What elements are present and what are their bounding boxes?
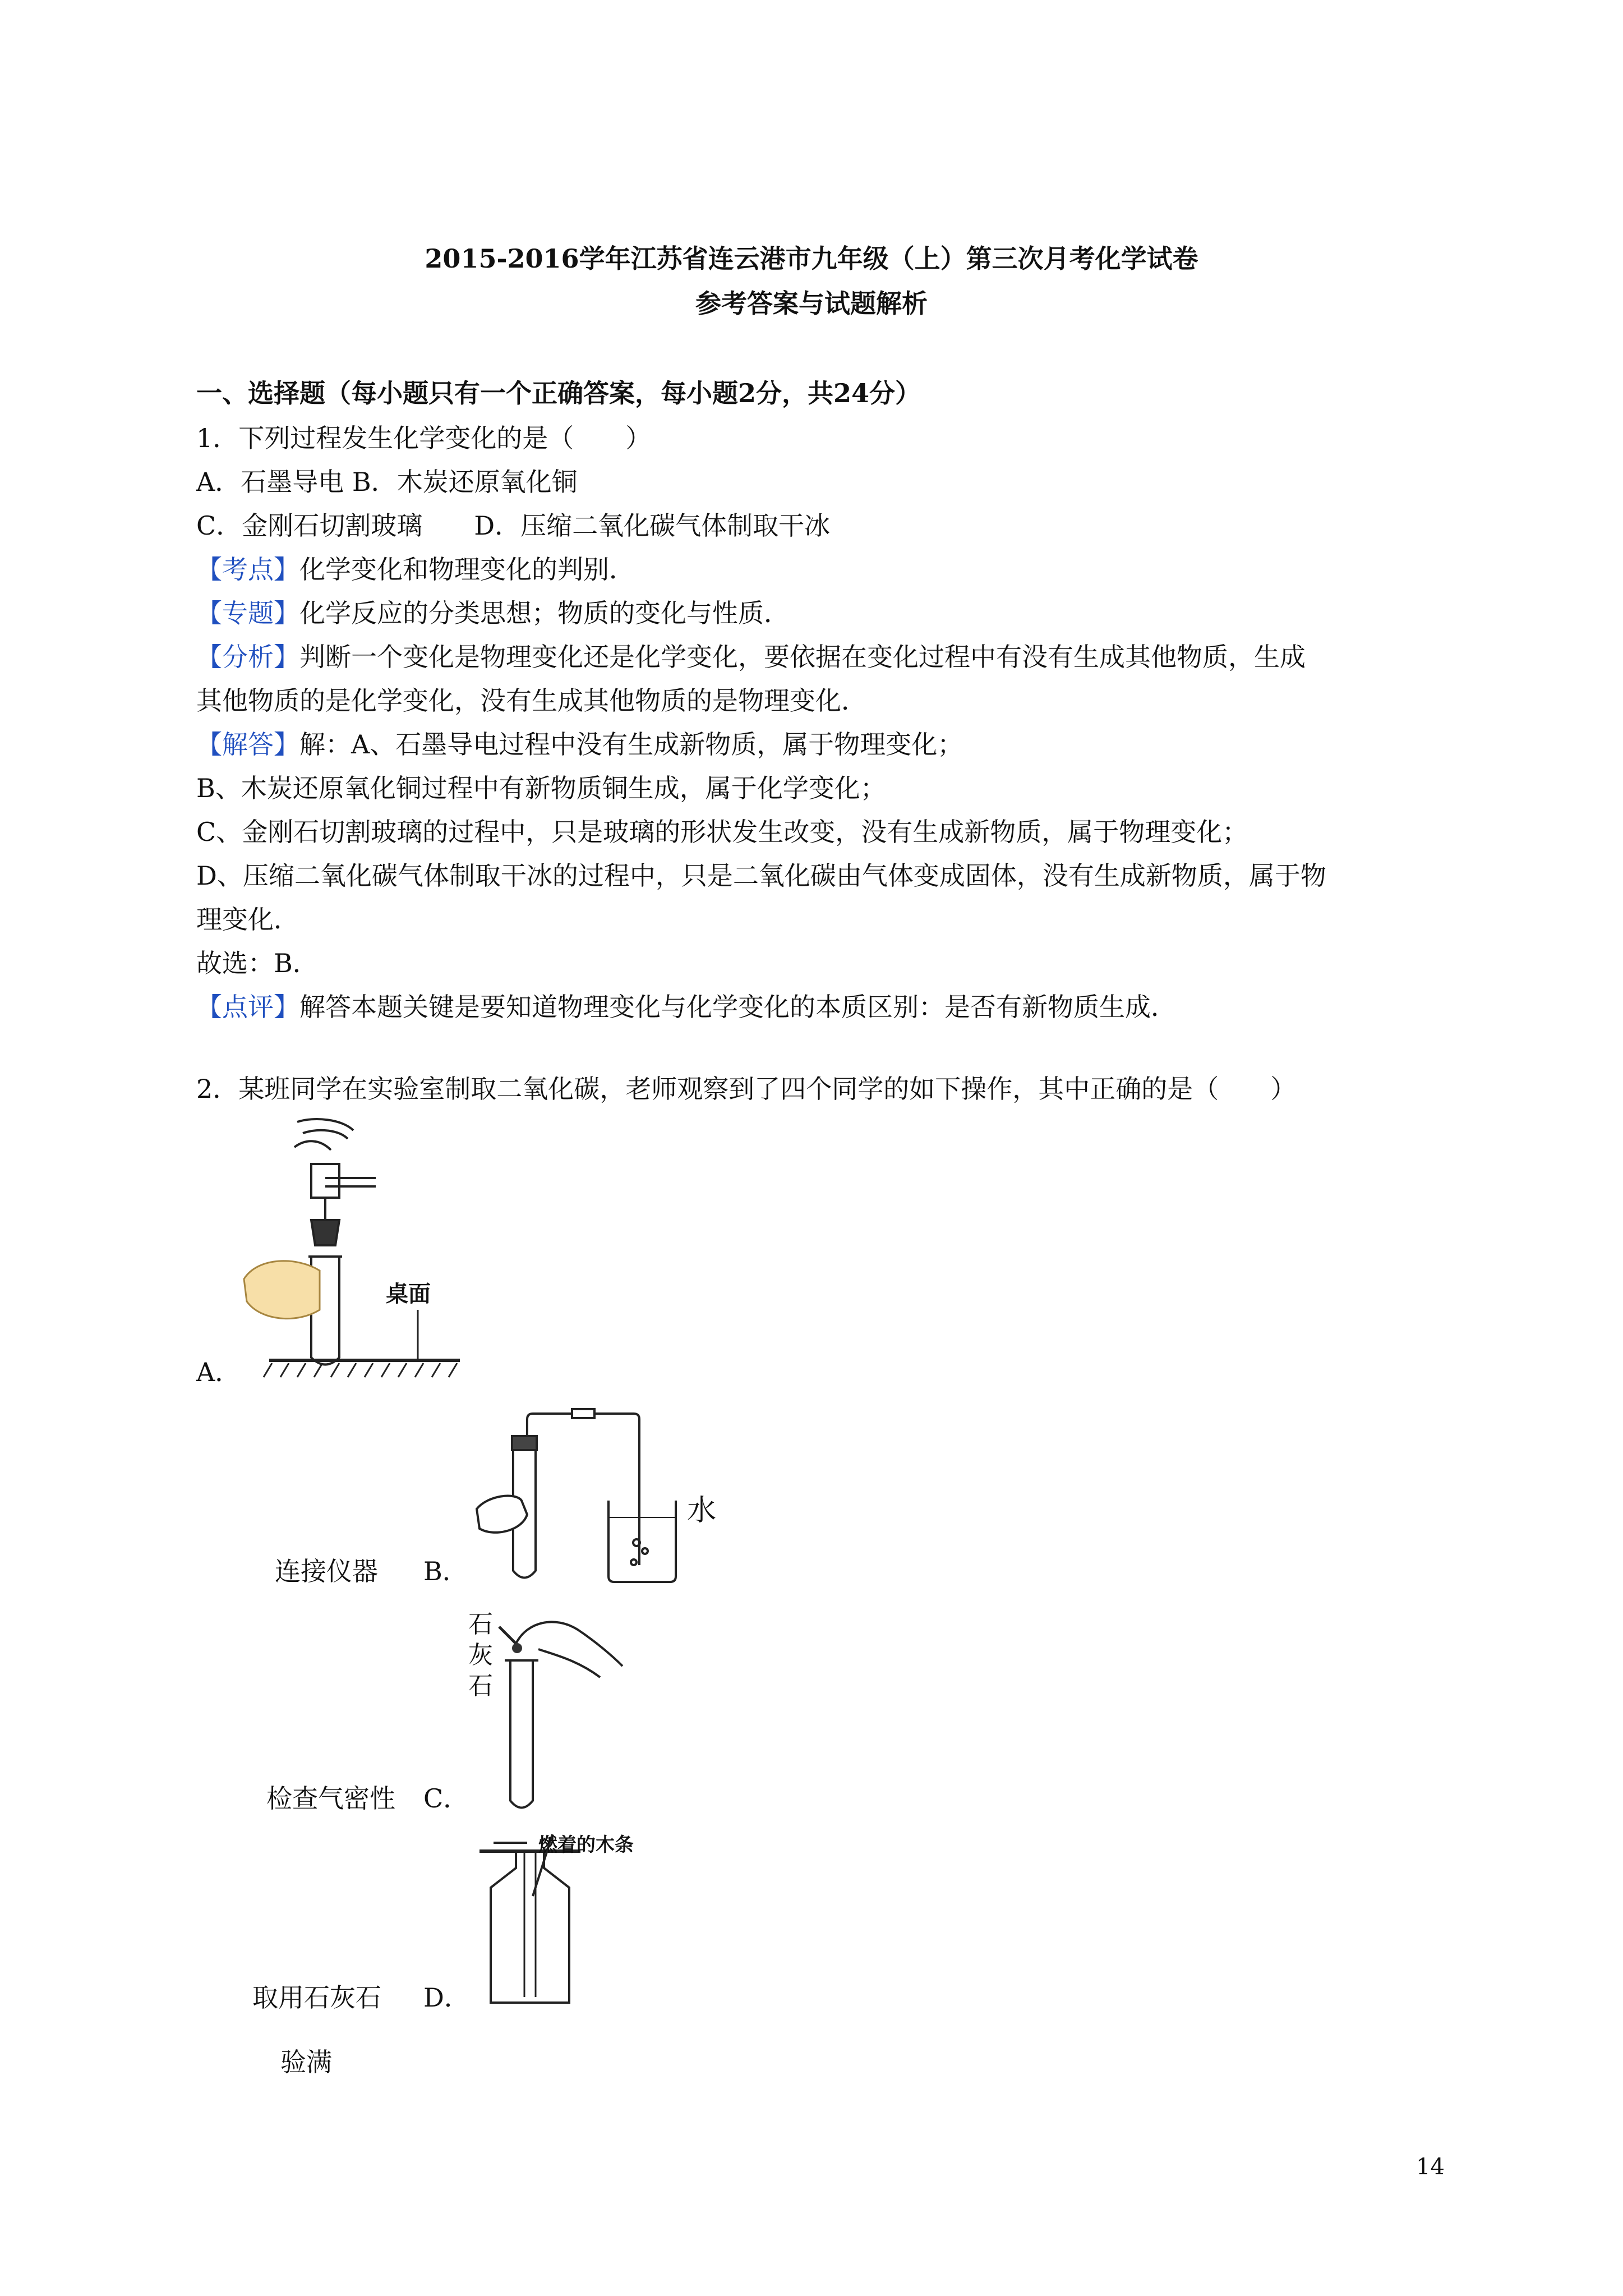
figure-b-check-airtightness: [471, 1402, 718, 1593]
option-a-label: A．: [196, 1357, 241, 1387]
caption-a: 连接仪器: [275, 1556, 378, 1586]
test-tube-icon: [510, 1660, 533, 1808]
fenxi-tag: 【分析】: [196, 642, 299, 672]
caption-b: 检查气密性: [266, 1783, 395, 1814]
hand-icon: [244, 1261, 320, 1319]
fenxi-text-2: 其他物质的是化学变化，没有生成其他物质的是物理变化．: [196, 685, 867, 716]
page-number: 14: [1416, 2154, 1445, 2180]
limestone-icon: [512, 1643, 522, 1653]
figure-a-connect-apparatus: [236, 1116, 471, 1380]
q1-options-ab: A．石墨导电 B．木炭还原氧化铜: [196, 467, 578, 497]
figure-d-check-full: [474, 1832, 676, 2017]
jieda-tag: 【解答】: [196, 729, 299, 760]
gas-bottle-icon: [491, 1851, 569, 2003]
q1-fenxi: [196, 637, 1306, 674]
caption-c: 取用石灰石: [252, 1982, 381, 2013]
dianping-tag: 【点评】: [196, 992, 299, 1022]
kaodian-tag: 【考点】: [196, 554, 299, 585]
burning-stick-label: 燃着的木条: [538, 1834, 634, 1856]
rubber-stopper-icon: [311, 1220, 339, 1245]
option-c-label: C．: [423, 1783, 469, 1814]
jieda-line-c: C、金刚石切割玻璃的过程中，只是玻璃的形状发生改变，没有生成新物质，属于物理变化；: [196, 817, 1248, 847]
dianping-text: 解答本题关键是要知道物理变化与化学变化的本质区别：是否有新物质生成．: [299, 992, 1177, 1022]
kaodian-text: 化学变化和物理变化的判别．: [299, 554, 635, 585]
jieda-line-d1: D、压缩二氧化碳气体制取干冰的过程中，只是二氧化碳由气体变成固体，没有生成新物质，属于物: [196, 861, 1326, 891]
jieda-line-d2: 理变化．: [196, 904, 299, 935]
fenxi-text-1: 判断一个变化是物理变化还是化学变化，要依据在变化过程中有没有生成其他物质，生成: [299, 642, 1306, 672]
page-subtitle: 参考答案与试题解析: [695, 288, 928, 319]
q1-answer: 故选：B．: [196, 948, 319, 978]
section-heading: 一、选择题（每小题只有一个正确答案，每小题2分，共24分）: [196, 378, 921, 408]
beaker-icon: [608, 1501, 676, 1582]
figure-c-take-limestone: [465, 1599, 634, 1823]
q1-kaodian: [196, 549, 635, 586]
q1-zhuanti: [196, 593, 790, 630]
water-label: 水: [687, 1494, 717, 1527]
q1-stem: 1．下列过程发生化学变化的是（ ）: [196, 423, 652, 453]
zhuanti-text: 化学反应的分类思想；物质的变化与性质．: [299, 598, 790, 628]
limestone-label-3: 石: [468, 1672, 493, 1700]
jieda-text: 解：A、石墨导电过程中没有生成新物质，属于物理变化；: [299, 729, 963, 760]
limestone-label-2: 灰: [468, 1641, 493, 1669]
jieda-line-b: B、木炭还原氧化铜过程中有新物质铜生成，属于化学变化；: [196, 773, 886, 803]
upper-hand-icon: [297, 1119, 353, 1130]
q1-jieda: [196, 724, 963, 761]
hand-icon: [477, 1496, 527, 1533]
limestone-label-1: 石: [468, 1610, 493, 1639]
q1-options-cd: C．金刚石切割玻璃 D．压缩二氧化碳气体制取干冰: [196, 510, 831, 541]
q1-dianping: [196, 987, 1177, 1024]
zhuanti-tag: 【专题】: [196, 598, 299, 628]
option-d-label: D．: [423, 1982, 470, 2013]
desk-label: 桌面: [386, 1281, 431, 1307]
caption-d: 验满: [280, 2047, 332, 2077]
page-title: 2015-2016学年江苏省连云港市九年级（上）第三次月考化学试卷: [425, 243, 1198, 274]
q2-stem: 2．某班同学在实验室制取二氧化碳，老师观察到了四个同学的如下操作，其中正确的是（ ）: [196, 1074, 1297, 1104]
option-b-label: B．: [423, 1556, 468, 1586]
